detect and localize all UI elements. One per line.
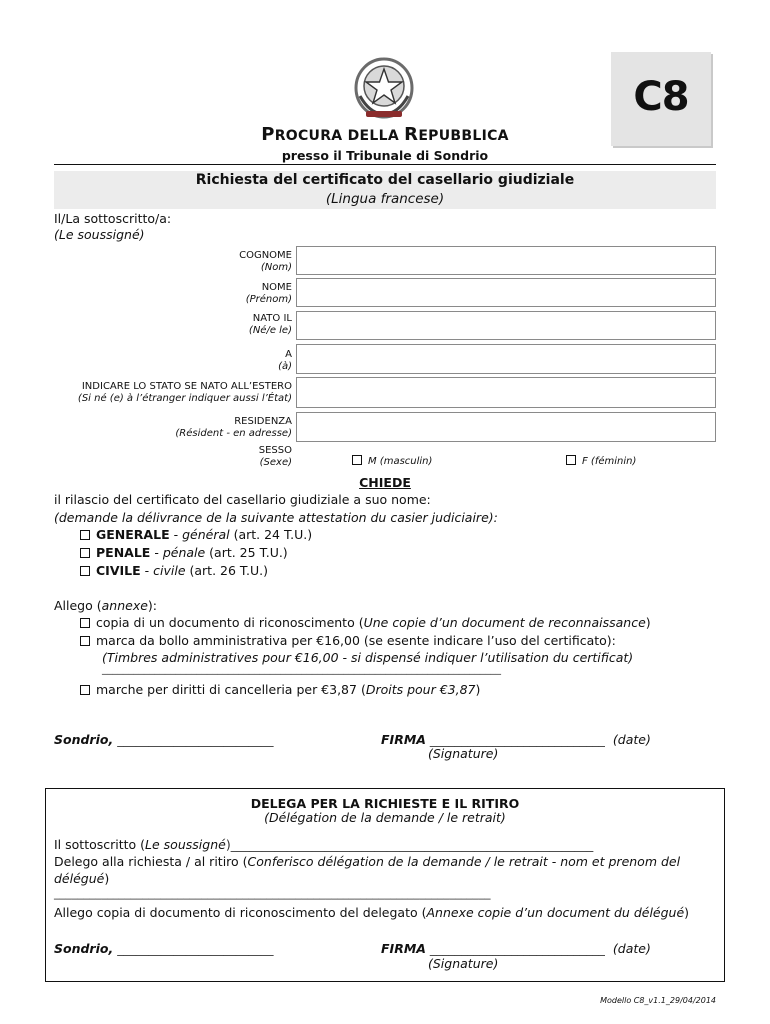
birth-place-field[interactable] bbox=[296, 344, 716, 374]
signature-place-row: Sondrio, _________________________ bbox=[54, 732, 274, 747]
attachment-revenue-stamp-french: (Timbres administratives pour €16,00 - si dispensé indiquer l’utilisation du certificat) bbox=[102, 650, 634, 665]
attachments-label: Allego (annexe): bbox=[54, 598, 158, 613]
request-text: il rilascio del certificato del casellario giudiziale a suo nome: bbox=[54, 492, 431, 507]
form-version: Modello C8_v1.1_29/04/2014 bbox=[600, 996, 716, 1005]
delegation-request-row: Delego alla richiesta / al ritiro (Conferisco délégation de la demande / le retrait - nom et prenom del bbox=[54, 854, 681, 869]
signature-row: FIRMA ____________________________ (date) bbox=[381, 732, 651, 747]
foreign-state-label: INDICARE LO STATO SE NATO ALL’ESTERO (Si né (e) à l’étranger indiquer aussi l’État) bbox=[77, 381, 292, 404]
delegation-signature-label-french: (Signature) bbox=[428, 956, 499, 971]
signature-line[interactable]: ____________________________ bbox=[429, 732, 605, 747]
birth-date-label: NATO IL (Né/e le) bbox=[248, 313, 292, 336]
attachment-revenue-stamp[interactable]: marca da bollo amministrativa per €16,00 (se esente indicare l’uso del certificato): bbox=[80, 633, 616, 648]
residence-label: RESIDENZA (Résident - en adresse) bbox=[175, 416, 292, 439]
certificate-option-penal[interactable]: PENALE - pénale (art. 25 T.U.) bbox=[80, 545, 288, 560]
delegate-name-line[interactable]: __________________________________________________________________________ bbox=[54, 886, 491, 900]
delegation-undersigned-row[interactable]: Il sottoscritto (Le soussigné)__________________________________________________________ bbox=[54, 837, 594, 852]
checkbox[interactable] bbox=[80, 548, 90, 558]
form-title: Richiesta del certificato del casellario giudiziale bbox=[195, 172, 575, 188]
office-title: PROCURA DELLA REPUBBLICA bbox=[261, 124, 509, 145]
undersigned-label-french: (Le soussigné) bbox=[54, 227, 145, 242]
delegation-signature-line[interactable]: ____________________________ bbox=[429, 941, 605, 956]
sex-label: SESSO (Sexe) bbox=[258, 445, 292, 468]
delegation-heading-french: (Délégation de la demande / le retrait) bbox=[264, 810, 506, 825]
request-text-french: (demande la délivrance de la suivante attestation du casier judiciaire): bbox=[54, 510, 498, 525]
tribunal-subtitle: presso il Tribunale di Sondrio bbox=[281, 148, 489, 163]
foreign-state-field[interactable] bbox=[296, 377, 716, 408]
republic-emblem-icon bbox=[352, 56, 416, 122]
certificate-option-general[interactable]: GENERALE - général (art. 24 T.U.) bbox=[80, 527, 312, 542]
sex-option-male[interactable]: M (masculin) bbox=[352, 455, 432, 467]
header-divider bbox=[54, 164, 716, 165]
checkbox[interactable] bbox=[80, 685, 90, 695]
surname-field[interactable] bbox=[296, 246, 716, 275]
signature-label-french: (Signature) bbox=[428, 746, 499, 761]
form-title-french: (Lingua francese) bbox=[325, 191, 445, 207]
delegation-delegate-row: délégué) bbox=[54, 871, 110, 886]
checkbox[interactable] bbox=[566, 455, 576, 465]
delegation-attachment-row: Allego copia di documento di riconoscimento del delegato (Annexe copie d’un document du délégué) bbox=[54, 905, 690, 920]
checkbox[interactable] bbox=[80, 618, 90, 628]
checkbox[interactable] bbox=[80, 566, 90, 576]
attachment-id-copy[interactable]: copia di un documento di riconoscimento (Une copie d’un document de reconnaissance) bbox=[80, 615, 651, 630]
name-label: NOME (Prénom) bbox=[245, 282, 292, 305]
undersigned-label: Il/La sottoscritto/a: bbox=[54, 211, 172, 226]
certificate-option-civil[interactable]: CIVILE - civile (art. 26 T.U.) bbox=[80, 563, 268, 578]
delegation-signature-row: FIRMA ____________________________ (date) bbox=[381, 941, 651, 956]
birth-date-field[interactable] bbox=[296, 311, 716, 340]
checkbox[interactable] bbox=[352, 455, 362, 465]
residence-field[interactable] bbox=[296, 412, 716, 442]
attachment-chancery-fees[interactable]: marche per diritti di cancelleria per €3,87 (Droits pour €3,87) bbox=[80, 682, 480, 697]
checkbox[interactable] bbox=[80, 530, 90, 540]
certificate-use-line[interactable]: ____________________________________________________________________________ bbox=[102, 663, 501, 675]
birth-place-label: A (à) bbox=[278, 349, 292, 372]
request-heading: CHIEDE bbox=[359, 475, 411, 490]
form-code: C8 bbox=[633, 74, 689, 120]
delegation-place-row: Sondrio, _________________________ bbox=[54, 941, 274, 956]
place-date-line[interactable]: _________________________ bbox=[117, 732, 274, 747]
surname-label: COGNOME (Nom) bbox=[239, 250, 292, 273]
sex-option-female[interactable]: F (féminin) bbox=[566, 455, 636, 467]
delegation-place-date-line[interactable]: _________________________ bbox=[117, 941, 274, 956]
delegation-heading: DELEGA PER LA RICHIESTE E IL RITIRO bbox=[250, 796, 520, 811]
checkbox[interactable] bbox=[80, 636, 90, 646]
name-field[interactable] bbox=[296, 278, 716, 307]
